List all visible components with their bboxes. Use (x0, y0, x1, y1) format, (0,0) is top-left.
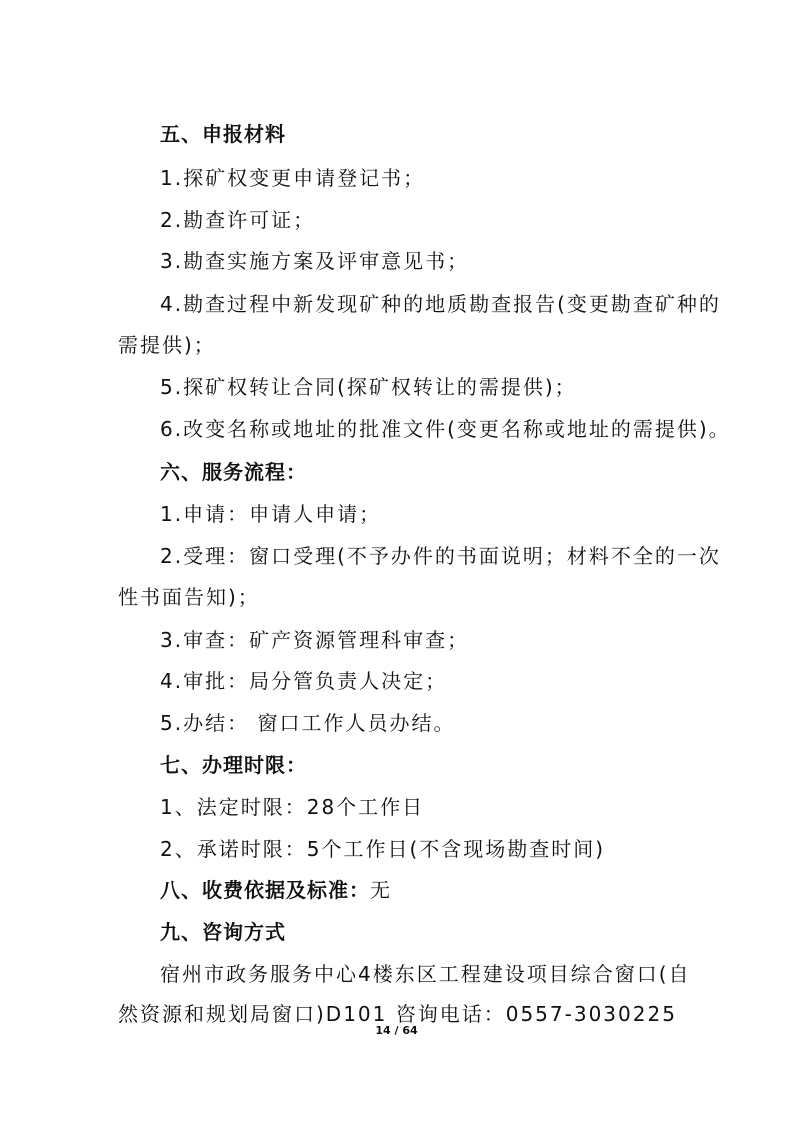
list-item: 4.审批：局分管负责人决定； (160, 669, 448, 693)
consult-text-continued: 然资源和规划局窗口)D101 咨询电话：0557-3030225 (118, 1002, 677, 1026)
list-item: 1.申请：申请人申请； (160, 502, 382, 526)
list-item: 1.探矿权变更申请登记书； (160, 166, 426, 190)
list-item: 6.改变名称或地址的批准文件(变更名称或地址的需提供)。 (160, 417, 731, 441)
section-heading-fees: 八、收费依据及标准： (160, 878, 370, 902)
list-item: 1、法定时限：28个工作日 (160, 795, 425, 819)
consult-text: 宿州市政务服务中心4楼东区工程建设项目综合窗口(自 (160, 962, 691, 986)
fee-line (160, 876, 708, 904)
section-heading-consult: 九、咨询方式 (160, 920, 286, 944)
fee-value: 无 (370, 878, 392, 902)
section-heading-materials: 五、申报材料 (160, 122, 286, 146)
page-number: 14 / 64 (375, 1024, 418, 1037)
list-item: 2.受理：窗口受理(不予办件的书面说明；材料不全的一次 (160, 544, 721, 568)
list-item-continued: 需提供)； (118, 333, 216, 357)
list-item: 2、承诺时限：5个工作日(不含现场勘查时间) (160, 837, 606, 861)
list-item: 3.勘查实施方案及评审意见书； (160, 249, 470, 273)
list-item-continued: 性书面告知)； (118, 585, 260, 609)
section-heading-time-limit: 七、办理时限： (160, 753, 307, 777)
list-item: 5.探矿权转让合同(探矿权转让的需提供)； (160, 375, 577, 399)
section-heading-process: 六、服务流程： (160, 460, 307, 484)
list-item: 5.办结： 窗口工作人员办结。 (160, 711, 456, 735)
list-item: 4.勘查过程中新发现矿种的地质勘查报告(变更勘查矿种的 (160, 292, 721, 316)
list-item: 2.勘查许可证； (160, 208, 316, 232)
list-item: 3.审查：矿产资源管理科审查； (160, 628, 470, 652)
